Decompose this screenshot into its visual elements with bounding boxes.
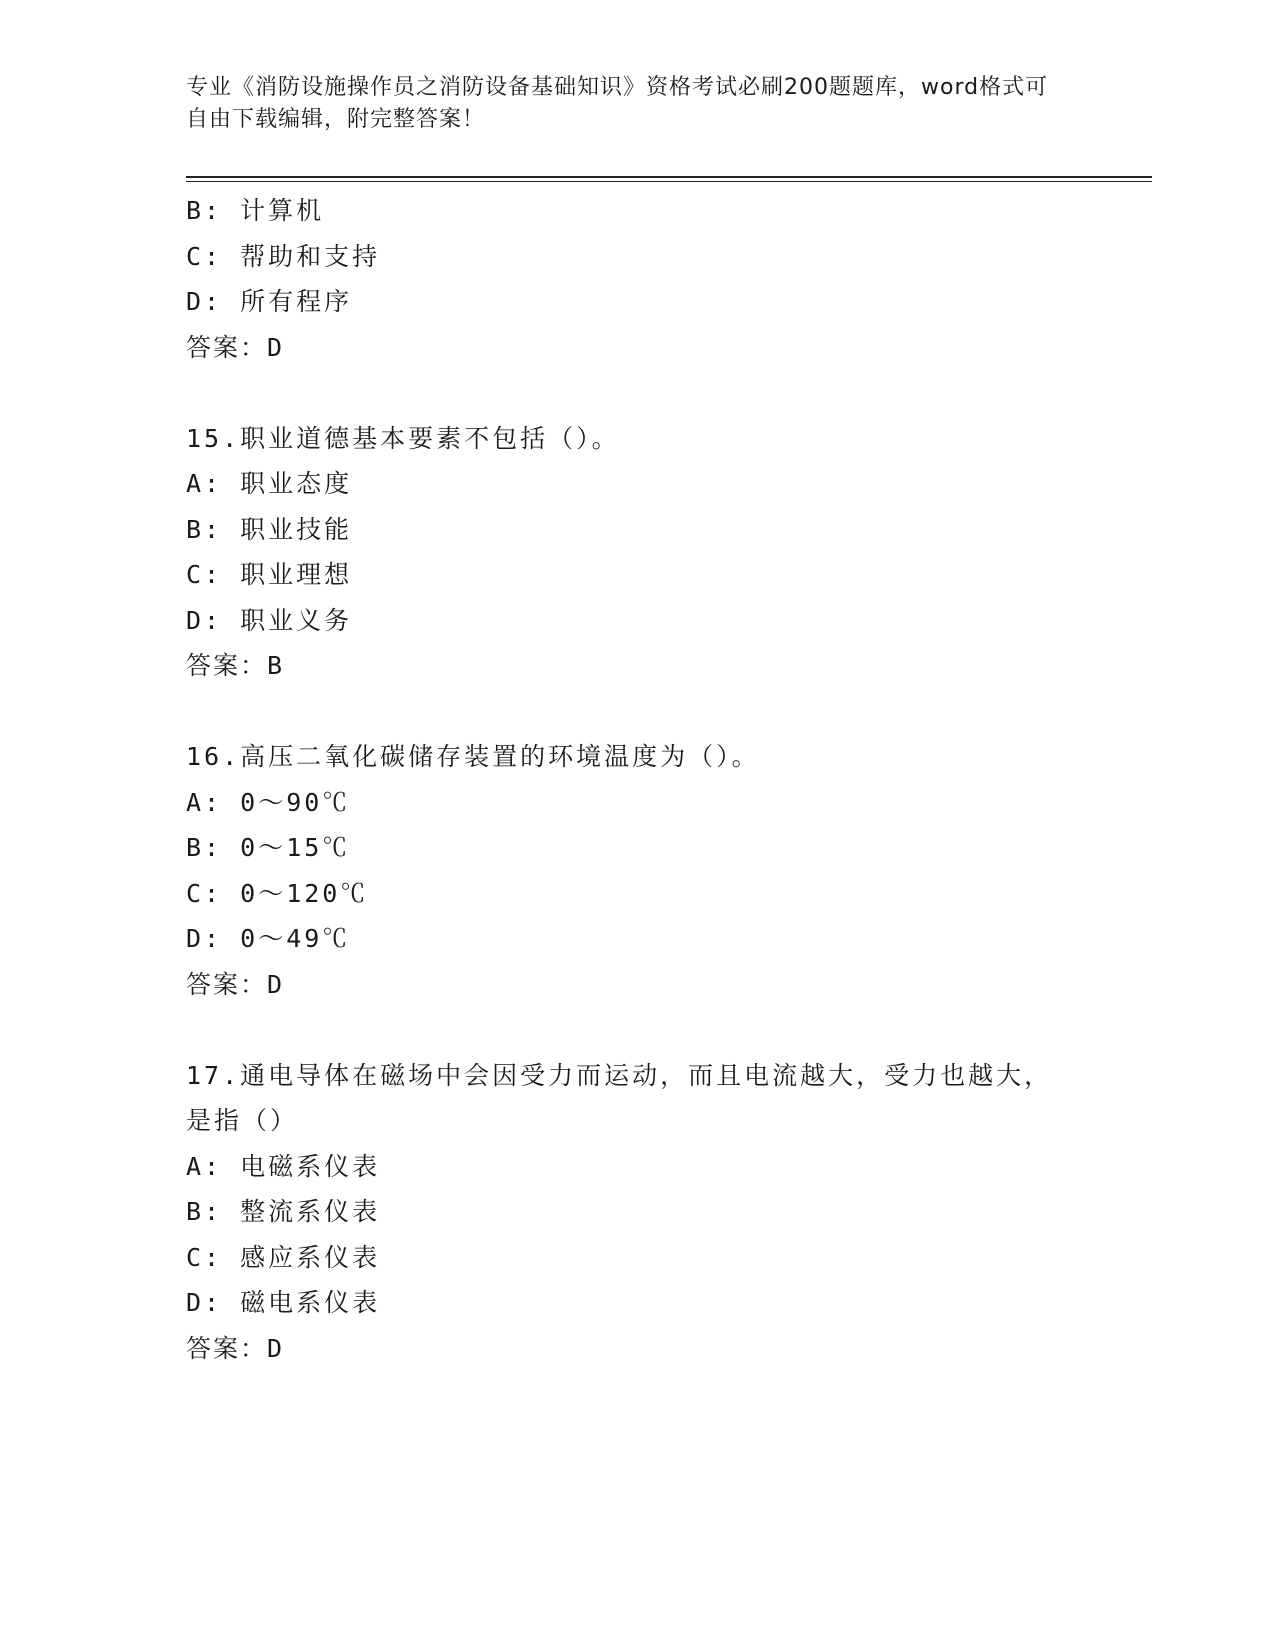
option-b: B: 整流系仪表 [186,1197,381,1226]
question-stem: 16.高压二氧化碳储存装置的环境温度为（）。 [186,742,760,771]
option-d: D: 磁电系仪表 [186,1288,381,1317]
option-b: B: 职业技能 [186,514,353,544]
option-a: A: 0～90℃ [186,787,351,817]
option-d: D: 职业义务 [186,605,353,635]
option-b: B: 计算机 [186,196,325,225]
question-15 [186,416,1086,689]
option-d: D: 所有程序 [186,287,353,316]
header-rule-thick [186,176,1152,178]
question-17 [186,1053,1086,1372]
answer: 答案：D [186,1333,285,1363]
question-stem-line-2: 是指（） [186,1106,299,1135]
answer: 答案：B [186,651,285,680]
question-16 [186,734,1086,1007]
option-a: A: 电磁系仪表 [186,1151,381,1181]
option-a: A: 职业态度 [186,469,353,498]
option-c: C: 帮助和支持 [186,241,381,271]
spacer [186,1007,1086,1053]
question-content [186,188,1086,1371]
question-stem: 15.职业道德基本要素不包括（）。 [186,423,620,453]
option-d: D: 0～49℃ [186,924,351,953]
spacer [186,689,1086,735]
header-rule-thin [186,181,1152,182]
answer: 答案：D [186,332,285,362]
option-c: C: 0～120℃ [186,878,369,908]
question-14-continuation [186,188,1086,370]
question-stem-line-1: 17.通电导体在磁场中会因受力而运动，而且电流越大，受力也越大， [186,1060,1053,1090]
option-b: B: 0～15℃ [186,833,351,862]
option-c: C: 感应系仪表 [186,1242,381,1272]
document-header: 专业《消防设施操作员之消防设备基础知识》资格考试必刷200题题库，word格式可自由下载编辑，附完整答案！ [186,75,1049,132]
option-c: C: 职业理想 [186,560,353,589]
spacer [186,370,1086,416]
answer: 答案：D [186,969,285,999]
